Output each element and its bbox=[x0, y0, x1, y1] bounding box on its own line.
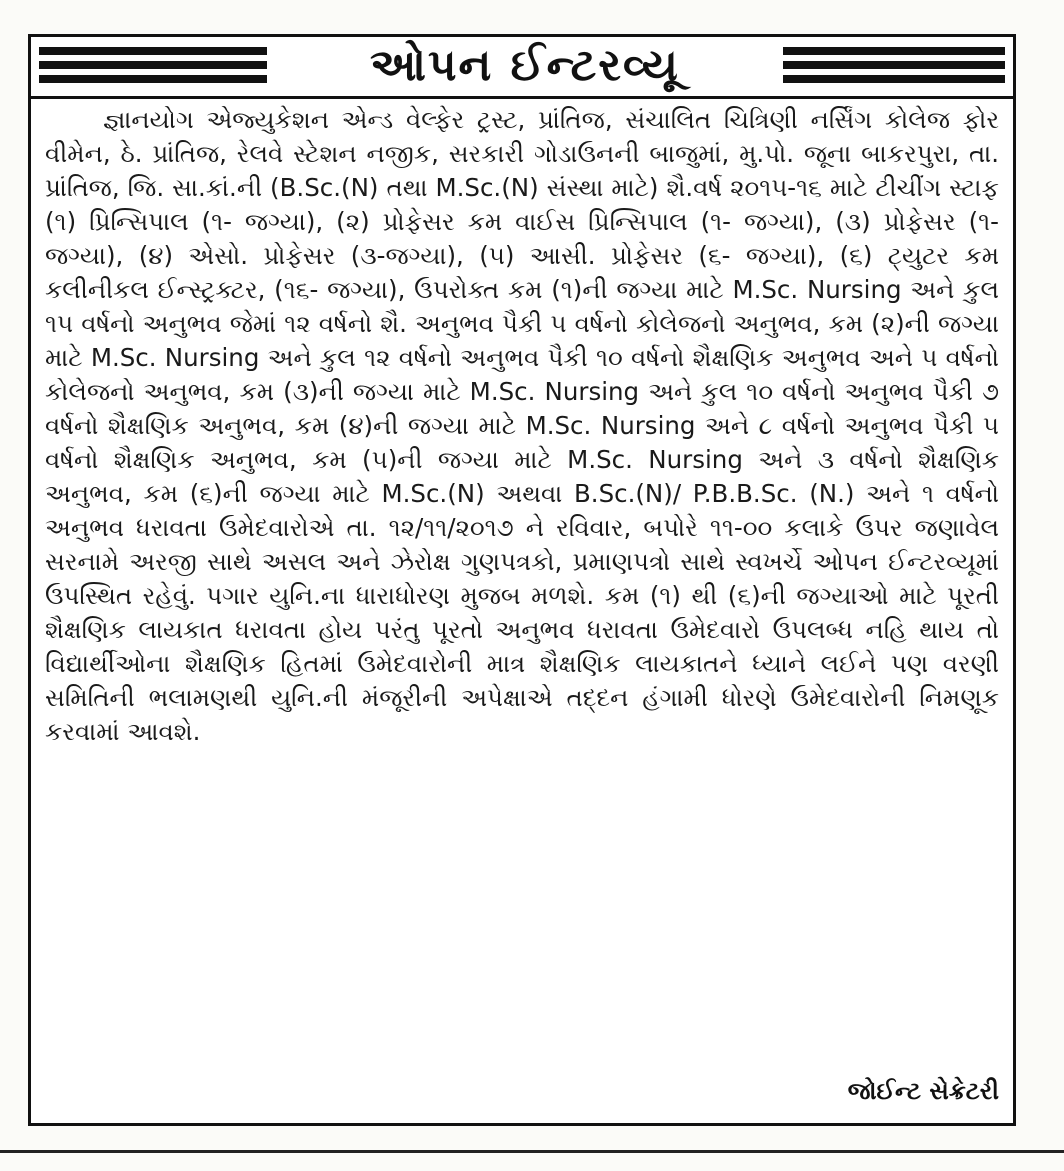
title-decoration-right bbox=[783, 47, 1005, 83]
signature: જોઈન્ટ સેક્રેટરી bbox=[847, 1077, 999, 1105]
notice-body: જ્ઞાનયોગ એજ્યુકેશન એન્ડ વેલ્ફેર ટ્રસ્ટ, પ્રાંતિજ, સંચાલિત ચિત્રિણી નર્સિંગ કોલેજ ફોર વીમેન, ઠે. પ્રાંતિજ, રેલવે સ્ટેશન નજીક, સરકારી ગોડાઉનની બાજુમાં, મુ.પો. જૂના બાકરપુરા, તા. પ્રાંતિજ, જિ. સા.કાં.ની (B.Sc.(N) તથા M.Sc.(N) સંસ્થા માટે) શૈ.વર્ષ ૨૦૧૫-૧૬ માટે ટીચીંગ સ્ટાફ (૧) પ્રિન્સિપાલ (૧- જગ્યા), (૨) પ્રોફેસર કમ વાઈસ પ્રિન્સિપાલ (૧- જગ્યા), (૩) પ્રોફેસર (૧- જગ્યા), (૪) એસો. પ્રોફેસર (૩-જગ્યા), (૫) આસી. પ્રોફેસર (૬- જગ્યા), (૬) ટ્યુટર કમ કલીનીકલ ઈન્સ્ટ્રક્ટર, (૧૬- જગ્યા), ઉપરોક્ત કમ (૧)ની જગ્યા માટે M.Sc. Nursing અને કુલ ૧૫ વર્ષનો અનુભવ જેમાં ૧૨ વર્ષનો શૈ. અનુભવ પૈકી ૫ વર્ષનો કોલેજનો અનુભવ, કમ (૨)ની જગ્યા માટે M.Sc. Nursing અને કુલ ૧૨ વર્ષનો અનુભવ પૈકી ૧૦ વર્ષનો શૈક્ષણિક અનુભવ અને ૫ વર્ષનો કોલેજનો અનુભવ, કમ (૩)ની જગ્યા માટે M.Sc. Nursing અને કુલ ૧૦ વર્ષનો અનુભવ પૈકી ૭ વર્ષનો શૈક્ષણિક અનુભવ, કમ (૪)ની જગ્યા માટે M.Sc. Nursing અને ૮ વર્ષનો અનુભવ પૈકી ૫ વર્ષનો શૈક્ષણિક અનુભવ, કમ (૫)ની જગ્યા માટે M.Sc. Nursing અને ૩ વર્ષનો શૈક્ષણિક અનુભવ, કમ (૬)ની જગ્યા માટે M.Sc.(N) અથવા B.Sc.(N)/ P.B.B.Sc. (N.) અને ૧ વર્ષનો અનુભવ ધરાવતા ઉમેદવારોએ તા. ૧૨/૧૧/૨૦૧૭ ને રવિવાર, બપોરે ૧૧-૦૦ કલાકે ઉપર જણાવેલ સરનામે અરજી સાથે અસલ અને ઝેરોક્ષ ગુણપત્રકો, પ્રમાણપત્રો સાથે સ્વખર્ચે ઓપન ઈન્ટરવ્યૂમાં ઉપસ્થિત રહેવું. પગાર યુનિ.ના ધારાધોરણ મુજબ મળશે. કમ (૧) થી (૬)ની જગ્યાઓ માટે પૂરતી શૈક્ષણિક લાયકાત ધરાવતા હોય પરંતુ પૂરતો અનુભવ ધરાવતા ઉમેદવારો ઉપલબ્ધ નહિ થાય તો વિદ્યાર્થીઓના શૈક્ષણિક હિતમાં ઉમેદવારોની માત્ર શૈક્ષણિક લાયકાતને ધ્યાને લઈને પણ વરણી સમિતિની ભલામણથી યુનિ.ની મંજૂરીની અપેક્ષાએ તદ્દન હંગામી ધોરણે ઉમેદવારોની નિમણૂક કરવામાં આવશે. bbox=[45, 105, 999, 746]
title-decoration-left bbox=[39, 47, 267, 83]
notice-title: ઓપન ઈન્ટરવ્યૂ bbox=[370, 40, 680, 91]
divider bbox=[0, 1150, 1064, 1153]
title-bar bbox=[31, 37, 1013, 99]
notice-box bbox=[28, 34, 1016, 1126]
